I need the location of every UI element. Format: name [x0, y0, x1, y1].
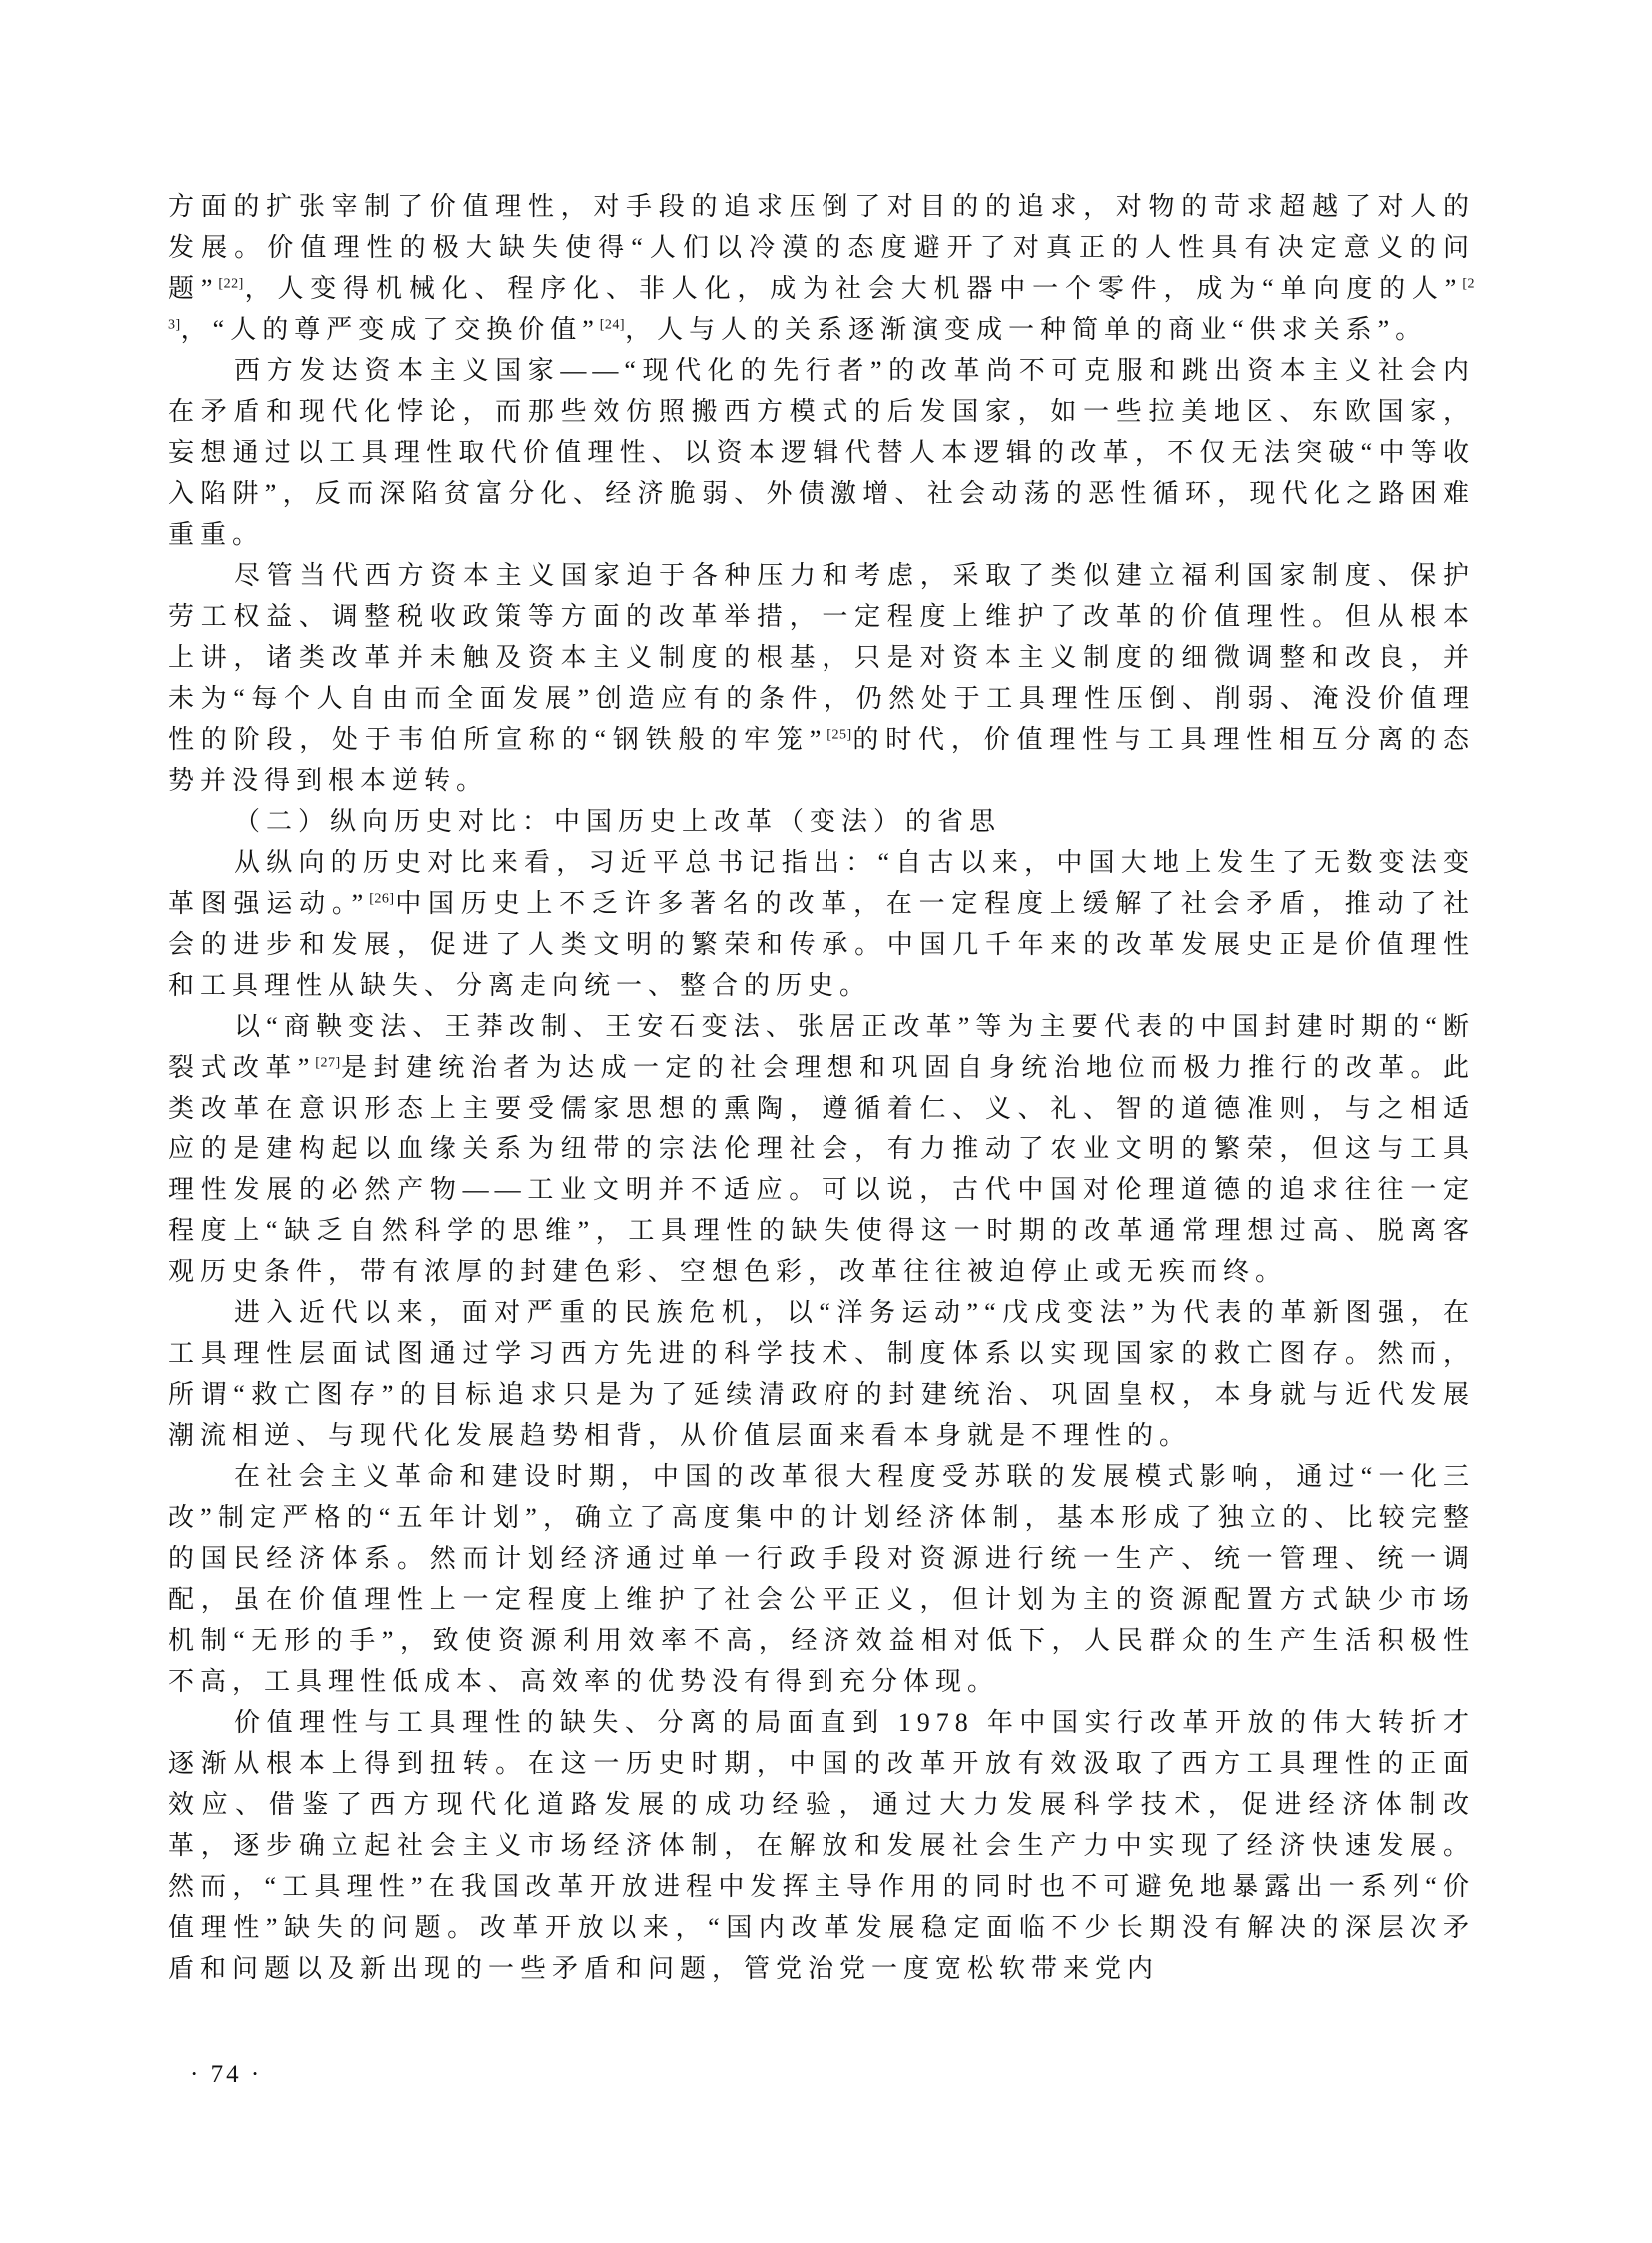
paragraph: 尽管当代西方资本主义国家迫于各种压力和考虑，采取了类似建立福利国家制度、保护劳工权益、调整税收政策等方面的改革举措，一定程度上维护了改革的价值理性。但从根本上讲，诸类改革并未触及资本主义制度的根基，只是对资本主义制度的细微调整和改良，并未为“每个人自由而全面发展”创造应有的条件，仍然处于工具理性压倒、削弱、淹没价值理性的阶段，处于韦伯所宣称的“钢铁般的牢笼”[25]的时代，价值理性与工具理性相互分离的态势并没得到根本逆转。: [168, 561, 1475, 795]
paragraph: 方面的扩张宰制了价值理性，对手段的追求压倒了对目的的追求，对物的苛求超越了对人的发展。价值理性的极大缺失使得“人们以冷漠的态度避开了对真正的人性具有决定意义的问题”[22]，人变得机械化、程序化、非人化，成为社会大机器中一个零件，成为“单向度的人”[23]，“人的尊严变成了交换价值”[24]，人与人的关系逐渐演变成一种简单的商业“供求关系”。: [168, 192, 1475, 344]
paragraph: 西方发达资本主义国家——“现代化的先行者”的改革尚不可克服和跳出资本主义社会内在矛盾和现代化悖论，而那些效仿照搬西方模式的后发国家，如一些拉美地区、东欧国家，妄想通过以工具理性取代价值理性、以资本逻辑代替人本逻辑的改革，不仅无法突破“中等收入陷阱”，反而深陷贫富分化、经济脆弱、外债激增、社会动荡的恶性循环，现代化之路困难重重。: [168, 356, 1475, 549]
paragraph: 从纵向的历史对比来看，习近平总书记指出：“自古以来，中国大地上发生了无数变法变革图强运动。”[26]中国历史上不乏许多著名的改革，在一定程度上缓解了社会矛盾，推动了社会的进步和发展，促进了人类文明的繁荣和传承。中国几千年来的改革发展史正是价值理性和工具理性从缺失、分离走向统一、整合的历史。: [168, 848, 1475, 1000]
section-heading: （二）纵向历史对比：中国历史上改革（变法）的省思: [234, 807, 1002, 836]
page-number: · 74 ·: [190, 2061, 263, 2088]
paragraph: 价值理性与工具理性的缺失、分离的局面直到 1978 年中国实行改革开放的伟大转折才逐渐从根本上得到扭转。在这一历史时期，中国的改革开放有效汲取了西方工具理性的正面效应、借鉴了西方现代化道路发展的成功经验，通过大力发展科学技术，促进经济体制改革，逐步确立起社会主义市场经济体制，在解放和发展社会生产力中实现了经济快速发展。然而，“工具理性”在我国改革开放进程中发挥主导作用的同时也不可避免地暴露出一系列“价值理性”缺失的问题。改革开放以来，“国内改革发展稳定面临不少长期没有解决的深层次矛盾和问题以及新出现的一些矛盾和问题，管党治党一度宽松软带来党内: [168, 1708, 1475, 1983]
footnote-ref: [24]: [599, 317, 626, 333]
paragraph: 在社会主义革命和建设时期，中国的改革很大程度受苏联的发展模式影响，通过“一化三改”制定严格的“五年计划”，确立了高度集中的计划经济体制，基本形成了独立的、比较完整的国民经济体系。然而计划经济通过单一行政手段对资源进行统一生产、统一管理、统一调配，虽在价值理性上一定程度上维护了社会公平正义，但计划为主的资源配置方式缺少市场机制“无形的手”，致使资源利用效率不高，经济效益相对低下，人民群众的生产生活积极性不高，工具理性低成本、高效率的优势没有得到充分体现。: [168, 1462, 1475, 1696]
paragraph: 进入近代以来，面对严重的民族危机，以“洋务运动”“戊戌变法”为代表的革新图强，在工具理性层面试图通过学习西方先进的科学技术、制度体系以实现国家的救亡图存。然而，所谓“救亡图存”的目标追求只是为了延续清政府的封建统治、巩固皇权，本身就与近代发展潮流相逆、与现代化发展趋势相背，从价值层面来看本身就是不理性的。: [168, 1298, 1475, 1450]
page-body: [168, 186, 1475, 1989]
footnote-ref: [27]: [315, 1055, 341, 1071]
paragraph: 以“商鞅变法、王莽改制、王安石变法、张居正改革”等为主要代表的中国封建时期的“断裂式改革”[27]是封建统治者为达成一定的社会理想和巩固自身统治地位而极力推行的改革。此类改革在意识形态上主要受儒家思想的熏陶，遵循着仁、义、礼、智的道德准则，与之相适应的是建构起以血缘关系为纽带的宗法伦理社会，有力推动了农业文明的繁荣，但这与工具理性发展的必然产物——工业文明并不适应。可以说，古代中国对伦理道德的追求往往一定程度上“缺乏自然科学的思维”，工具理性的缺失使得这一时期的改革通常理想过高、脱离客观历史条件，带有浓厚的封建色彩、空想色彩，改革往往被迫停止或无疾而终。: [168, 1012, 1475, 1286]
footnote-ref: [22]: [218, 276, 244, 292]
footnote-ref: [25]: [826, 727, 852, 743]
footnote-ref: [23]: [168, 276, 1475, 333]
footnote-ref: [26]: [369, 891, 395, 907]
